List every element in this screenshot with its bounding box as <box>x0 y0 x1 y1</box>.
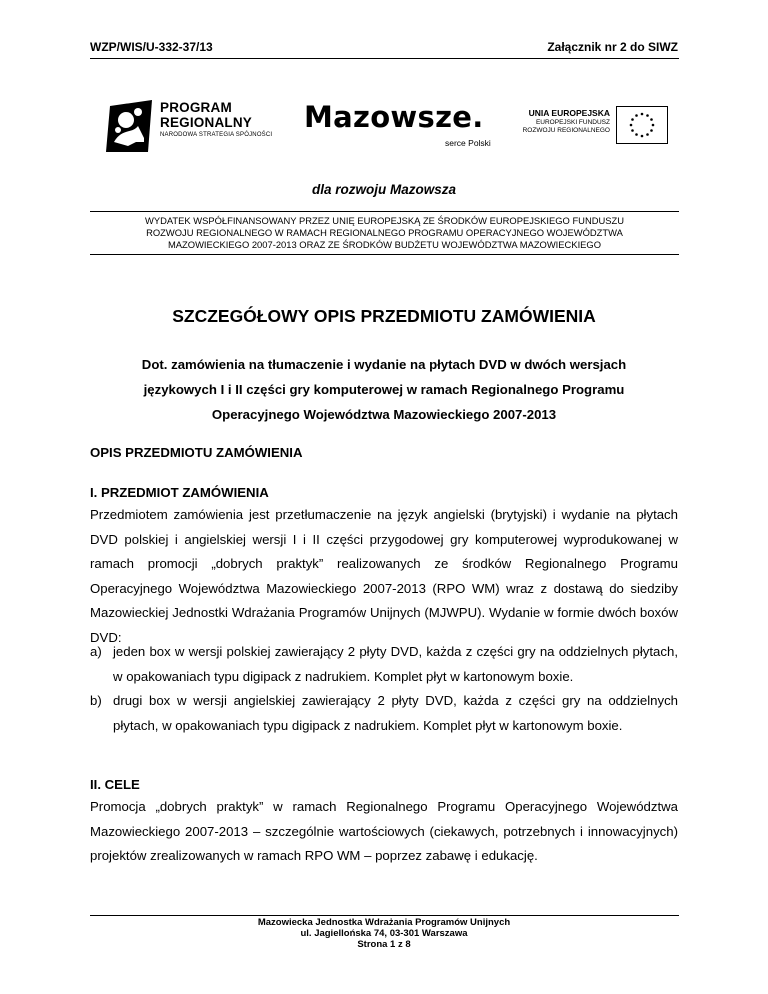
list-item-marker: a) <box>90 644 102 659</box>
eu-logo-line1: UNIA EUROPEJSKA <box>528 108 610 118</box>
list-item <box>90 640 678 689</box>
eu-flag-icon <box>616 106 668 144</box>
footer-address: ul. Jagiellońska 74, 03-301 Warszawa <box>300 928 468 939</box>
header-divider <box>90 58 679 59</box>
program-regionalny-emblem-icon <box>104 98 156 154</box>
mazowsze-logo <box>300 100 500 150</box>
program-logo-line1: PROGRAM <box>160 100 232 115</box>
funding-note-line: WYDATEK WSPÓŁFINANSOWANY PRZEZ UNIĘ EUROPEJSKĄ ZE ŚRODKÓW EUROPEJSKIEGO FUNDUSZU <box>144 215 625 226</box>
funding-divider-bottom <box>90 254 679 255</box>
section2-paragraph: Promocja „dobrych praktyk” w ramach Regionalnego Programu Operacyjnego Województwa Mazowieckiego 2007-2013 – szczególnie wartościowych (ciekawych, potrzebnych i innowacyjnych) projektów zrealizowanych w ramach RPO WM – poprzez zabawę i edukację. <box>90 799 678 863</box>
annex-label: Załącznik nr 2 do SIWZ <box>547 40 678 54</box>
mazowsze-tagline: serce Polski <box>445 138 491 148</box>
page-number: Strona 1 z 8 <box>357 939 411 950</box>
funding-divider-top <box>90 211 679 212</box>
list-item-text: jeden box w wersji polskiej zawierający 2 płyty DVD, każda z części gry na oddzielnych płytach, w opakowaniach typu digipack z nadrukiem. Komplet płyt w kartonowym boxie. <box>113 644 678 684</box>
page-footer <box>0 917 768 950</box>
subtitle-line: Dot. zamówienia na tłumaczenie i wydanie na płytach DVD w dwóch wersjach <box>141 357 627 372</box>
funding-note-line: MAZOWIECKIEGO 2007-2013 ORAZ ZE ŚRODKÓW BUDŻETU WOJEWÓDZTWA MAZOWIECKIEGO <box>167 239 602 250</box>
funding-note <box>90 215 679 251</box>
list-item <box>90 689 678 738</box>
subtitle-line: Operacyjnego Województwa Mazowieckiego 2007-2013 <box>211 407 557 422</box>
slogan: dla rozwoju Mazowsza <box>311 182 457 197</box>
program-regionalny-logo <box>104 98 284 154</box>
section-heading-cele: II. CELE <box>90 777 140 792</box>
document-reference: WZP/WIS/U-332-37/13 <box>90 40 213 54</box>
eu-logo-line2: EUROPEJSKI FUNDUSZ <box>535 119 610 126</box>
document-subtitle <box>96 352 672 427</box>
document-title: SZCZEGÓŁOWY OPIS PRZEDMIOTU ZAMÓWIENIA <box>172 306 596 326</box>
list-item-marker: b) <box>90 693 102 708</box>
eu-logo <box>512 106 672 146</box>
program-logo-line3: NARODOWA STRATEGIA SPÓJNOŚCI <box>160 132 273 138</box>
eu-logo-line3: ROZWOJU REGIONALNEGO <box>522 127 610 134</box>
list-item-text: drugi box w wersji angielskiej zawierający 2 płyty DVD, każda z części gry na oddzielnych płytach, w opakowaniach typu digipack z nadrukiem. Komplet płyt w kartonowym boxie. <box>113 693 678 733</box>
mazowsze-wordmark: Mazowsze. <box>304 100 484 134</box>
section1-paragraph: Przedmiotem zamówienia jest przetłumaczenie na język angielski (brytyjski) i wydanie na płytach DVD polskiej i angielskiej wersji I i II części przygodowej gry komputerowej wyprodukowanej w ramach promocji „dobrych praktyk” realizowanych ze środków Regionalnego Programu Operacyjnego Województwa Mazowieckiego 2007-2013 (RPO WM) wraz z dostawą do siedziby Mazowieckiej Jednostki Wdrażania Programów Unijnych (MJWPU). Wydanie w formie dwóch boxów DVD: <box>90 507 678 645</box>
section-heading-opis: OPIS PRZEDMIOTU ZAMÓWIENIA <box>90 445 303 460</box>
footer-institution: Mazowiecka Jednostka Wdrażania Programów Unijnych <box>257 917 511 928</box>
program-logo-line2: REGIONALNY <box>160 115 253 130</box>
subtitle-line: językowych I i II części gry komputerowej w ramach Regionalnego Programu <box>143 382 625 397</box>
section-heading-przedmiot: I. PRZEDMIOT ZAMÓWIENIA <box>90 485 269 500</box>
footer-divider <box>90 915 679 916</box>
funding-note-line: ROZWOJU REGIONALNEGO W RAMACH REGIONALNEGO PROGRAMU OPERACYJNEGO WOJEWÓDZTWA <box>146 227 623 238</box>
